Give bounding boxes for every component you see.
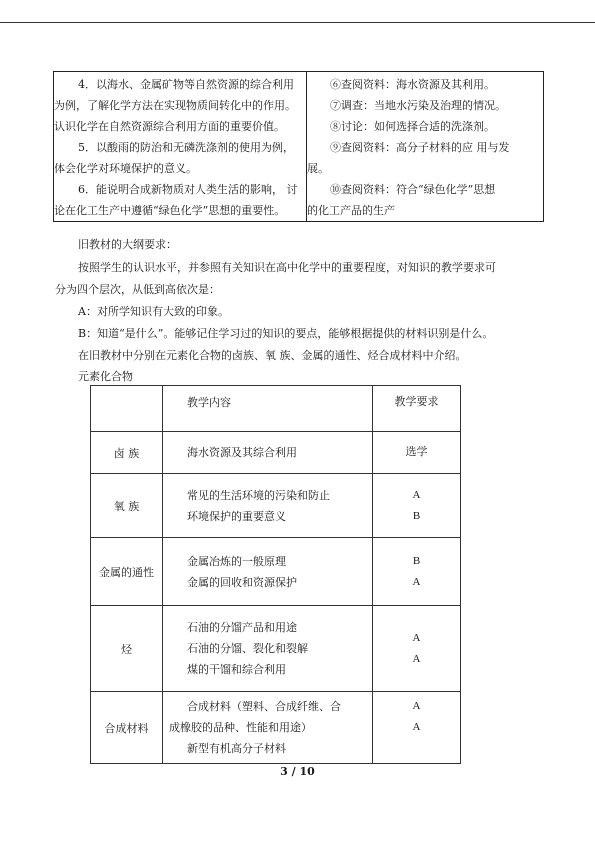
section-title-compounds: 元素化合物 — [78, 370, 133, 383]
standard-line: 体会化学对环境保护的意义。 — [54, 162, 197, 175]
paragraph-level-b: B：知道“是什么”。能够记住学习过的知识的要点，能够根据提供的材料识别是什么。 — [78, 327, 494, 340]
header-rule — [0, 22, 595, 23]
table-header-row — [91, 386, 461, 432]
row-label: 金属的通性 — [91, 538, 163, 606]
activity-line: ⑥查阅资料：海水资源及其利用。 — [330, 78, 495, 91]
row-content: 海水资源及其综合利用 — [163, 432, 373, 474]
table-row — [91, 606, 461, 692]
paragraph-old-textbook: 在旧教材中分别在元素化合物的卤族、氧 族、金属的通性、烃合成材料中介绍。 — [78, 349, 467, 362]
row-label: 氧 族 — [91, 474, 163, 538]
standards-column — [54, 72, 307, 222]
paragraph-level-a: A：对所学知识有大致的印象。 — [78, 305, 229, 318]
row-requirement: A A — [373, 692, 461, 764]
row-label: 烃 — [91, 606, 163, 692]
paragraph-levels-intro: 按照学生的认识水平，并参照有关知识在高中化学中的重要程度，对知识的教学要求可 — [78, 261, 496, 274]
row-label: 卤 族 — [91, 432, 163, 474]
activity-line: 的化工产品的生产 — [307, 204, 395, 217]
page-number: 3 / 10 — [280, 765, 315, 778]
row-label: 合成材料 — [91, 692, 163, 764]
paragraph-levels-intro-cont: 分为四个层次，从低到高依次是： — [55, 283, 220, 296]
row-requirement: A A — [373, 606, 461, 692]
header-empty-cell — [91, 386, 163, 432]
activity-line: ⑧讨论：如何选择合适的洗涤剂。 — [330, 120, 495, 133]
standard-line: 论在化工生产中遵循“绿色化学”思想的重要性。 — [54, 204, 286, 217]
row-content: 合成材料（塑料、合成纤维、合 成橡胶的品种、性能和用途） 新型有机高分子材料 — [163, 692, 373, 764]
activity-line: ⑦调查：当地水污染及治理的情况。 — [330, 99, 506, 112]
table-row — [91, 692, 461, 764]
standard-line: 认识化学在自然资源综合利用方面的重要价值。 — [54, 120, 285, 133]
table-row — [91, 432, 461, 474]
activities-column — [307, 72, 544, 222]
standard-line: 为例，了解化学方法在实现物质间转化中的作用。 — [54, 99, 296, 112]
requirements-table — [90, 385, 461, 764]
standard-line: 5．以酸雨的防治和无磷洗涤剂的使用为例， — [78, 141, 294, 154]
paragraph-old-syllabus: 旧教材的大纲要求： — [78, 238, 177, 251]
table-row — [91, 538, 461, 606]
table-row — [91, 474, 461, 538]
standard-line: 6．能说明合成新物质对人类生活的影响， 讨 — [78, 183, 298, 196]
row-requirement: B A — [373, 538, 461, 606]
row-requirement: 选学 — [373, 432, 461, 474]
header-content: 教学内容 — [163, 386, 373, 432]
row-requirement: A B — [373, 474, 461, 538]
activity-line: 展。 — [307, 162, 329, 175]
activity-line: ⑩查阅资料：符合“绿色化学”思想 — [330, 183, 496, 196]
header-requirement: 教学要求 — [373, 386, 461, 432]
row-content: 石油的分馏产品和用途 石油的分馏、裂化和裂解 煤的干馏和综合利用 — [163, 606, 373, 692]
activity-line: ⑨查阅资料：高分子材料的应 用与发 — [330, 141, 510, 154]
row-content: 金属冶炼的一般原理 金属的回收和资源保护 — [163, 538, 373, 606]
standard-line: 4．以海水、金属矿物等自然资源的综合利用 — [78, 78, 294, 91]
curriculum-table — [53, 71, 544, 222]
row-content: 常见的生活环境的污染和防止 环境保护的重要意义 — [163, 474, 373, 538]
